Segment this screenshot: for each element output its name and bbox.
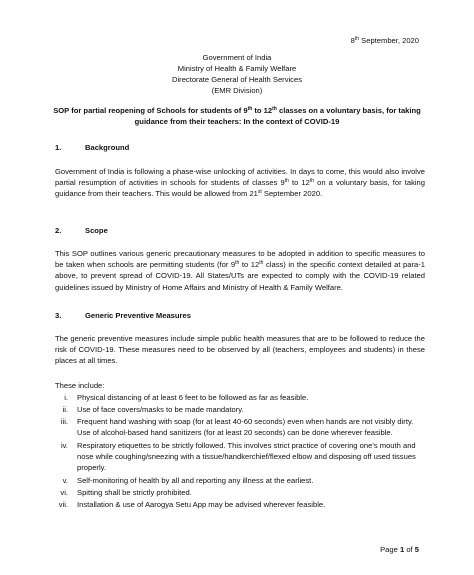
text-run: class) in the specific context detailed at para-1 above, to prevent spread of COVID-19. All States/UTs are expected to comply with the COVID-19 related guidelines issued by Ministry of Home Affairs and Ministry of Health & Family Welfare. [55, 260, 426, 292]
title-part: classes on a voluntary basis, for taking [276, 106, 421, 115]
text-run: on a voluntary basis, for taking guidance from their teachers. This would be allowed from 21 [55, 178, 425, 199]
date-day: 8 [350, 36, 355, 45]
text-sup: th [259, 260, 264, 267]
text-run: September 2020. [261, 189, 323, 199]
page-number-footer [380, 545, 419, 555]
text-run: Government of India is following a phase-wise unlocking of activities. In days to come, this would also involve partial resumption of activities in schools for students of classes 9 [55, 167, 425, 188]
title-part: SOP for partial reopening of Schools for students of 9 [53, 106, 248, 115]
list-item-number: iii. [60, 417, 68, 426]
text-sup: st [257, 189, 262, 196]
text-run: to 12 [239, 260, 260, 270]
list-item: Respiratory etiquettes to be strictly followed. This involves strict practice of covering one’s mouth and nose while coughing/sneezing with a tissue/handkerchief/flexed elbow and disposing off used tissues properly. [77, 441, 416, 472]
text-sup: th [284, 178, 289, 185]
doc-title-line1 [0, 106, 474, 116]
header-directorate: Directorate General of Health Services [172, 75, 302, 84]
date-line [351, 36, 419, 46]
footer-current-page: 1 [399, 545, 405, 554]
date-rest: September, 2020 [359, 36, 419, 45]
list-item: Frequent hand washing with soap (for at least 40-60 seconds) even when hands are not visibly dirty. Use of alcohol-based hand sanitizers (for at least 20 seconds) can be done wherever feasible. [77, 417, 414, 437]
background-paragraph [55, 166, 425, 200]
footer-of: of [404, 545, 415, 554]
list-item-number: iv. [60, 441, 68, 450]
list-item: Spitting shall be strictly prohibited. [77, 488, 192, 497]
these-include-label: These include: [55, 381, 105, 390]
list-item-number: v. [62, 476, 68, 485]
text-sup: th [235, 260, 240, 267]
list-item-number: ii. [62, 405, 68, 414]
list-item-number: i. [64, 393, 68, 402]
section-2-number: 2. [55, 226, 62, 235]
footer-total-pages: 5 [414, 545, 419, 554]
header-division: (EMR Division) [211, 86, 263, 95]
list-item: Installation & use of Aarogya Setu App may be advised wherever feasible. [77, 500, 326, 509]
date-suffix: th [354, 36, 360, 42]
section-3-number: 3. [55, 311, 62, 320]
list-item-number: vi. [60, 488, 68, 497]
text-run: This SOP outlines various generic precautionary measures to be adopted in addition to specific measures to be taken when schools are permitting students (for 9 [55, 249, 425, 270]
list-item: Physical distancing of at least 6 feet to be followed as far as feasible. [77, 393, 309, 402]
doc-title-line2: guidance from their teachers: In the context of COVID-19 [134, 117, 340, 126]
title-part: to 12 [252, 106, 273, 115]
title-sup: th [247, 106, 253, 112]
header-govt: Government of India [202, 53, 272, 62]
title-sup: th [272, 106, 277, 112]
list-item-number: vii. [58, 500, 68, 509]
section-1-number: 1. [55, 143, 62, 152]
footer-label: Page [380, 545, 400, 554]
generic-intro-paragraph: The generic preventive measures include simple public health measures that are to be followed to reduce the risk of COVID-19. These measures need to be observed by all (teachers, employees and students) in these places at all times. [55, 334, 425, 366]
text-sup: th [309, 178, 315, 185]
list-item: Self-monitoring of health by all and reporting any illness at the earliest. [77, 476, 314, 485]
scope-paragraph [55, 248, 425, 293]
section-1-heading: Background [85, 143, 130, 152]
section-3-heading: Generic Preventive Measures [85, 311, 191, 320]
section-2-heading: Scope [85, 226, 108, 235]
header-ministry: Ministry of Health & Family Welfare [177, 64, 297, 73]
list-item: Use of face covers/masks to be made mandatory. [77, 405, 244, 414]
text-run: to 12 [288, 178, 310, 188]
